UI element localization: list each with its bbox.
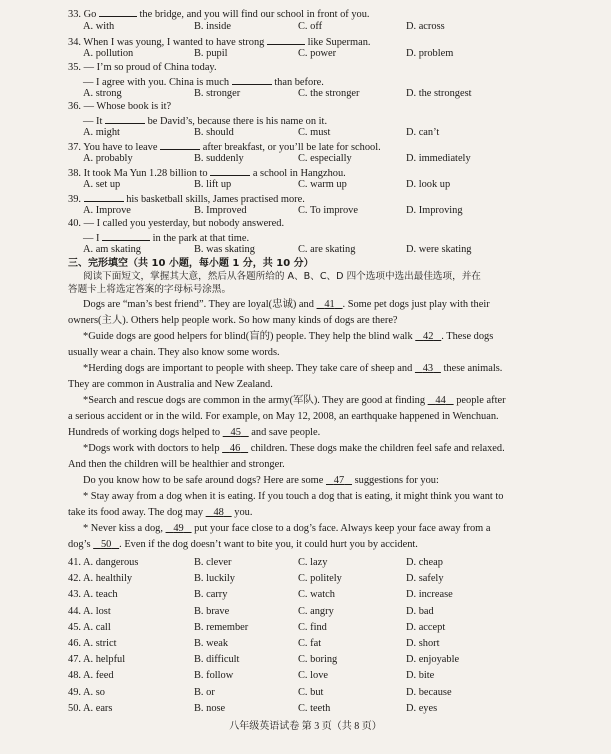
question-37: 37. You have to leave after breakfast, or you’ll be late for school.: [68, 139, 381, 154]
cloze-option-a: 50. A. ears: [68, 702, 113, 714]
option: C. the stronger: [298, 88, 360, 99]
cloze-option: C. watch: [298, 589, 335, 601]
cloze-option: D. cheap: [406, 557, 443, 568]
question-35: 35. — I’m so proud of China today.: [68, 62, 217, 73]
option: C. warm up: [298, 179, 347, 190]
passage-p8: * Never kiss a dog, 49 put your face close to a dog’s face. Always keep your face away from a: [83, 523, 491, 534]
instruction-line-2: 答题卡上将选定答案的字母标号涂黑。: [68, 284, 232, 295]
cloze-option: B. weak: [194, 638, 229, 649]
passage-p2: *Guide dogs are good helpers for blind(盲的) people. They help the blind walk 42 . These dogs: [83, 331, 494, 342]
cloze-option: C. love: [298, 670, 329, 682]
option: C. especially: [298, 153, 352, 164]
option: D. were skating: [406, 244, 472, 255]
option: A. strong: [83, 88, 122, 99]
option: C. To improve: [298, 205, 358, 216]
passage-p3: *Herding dogs are important to people with sheep. They take care of sheep and 43 these animals.: [83, 363, 503, 374]
option: A. with: [83, 21, 115, 32]
option: B. Improved: [194, 205, 247, 216]
cloze-option: C. find: [298, 621, 327, 633]
cloze-option-a: 41. A. dangerous: [68, 557, 139, 568]
question-34: 34. When I was young, I wanted to have strong like Superman.: [68, 34, 371, 49]
question-38: 38. It took Ma Yun 1.28 billion to a school in Hangzhou.: [68, 165, 346, 180]
passage-p7: * Stay away from a dog when it is eating. If you touch a dog that is eating, it might think you want to: [83, 491, 504, 502]
question-40: 40. — I called you yesterday, but nobody answered.: [68, 218, 285, 229]
option: C. must: [298, 127, 331, 138]
page-footer: 八年级英语试卷 第 3 页（共 8 页）: [229, 721, 382, 732]
cloze-option: C. lazy: [298, 557, 328, 568]
cloze-option: B. remember: [194, 621, 249, 633]
option: B. suddenly: [194, 153, 244, 164]
option: A. pollution: [83, 48, 134, 59]
cloze-option: C. fat: [298, 638, 322, 649]
cloze-option-a: 44. A. lost: [68, 605, 111, 617]
option: A. am skating: [83, 244, 142, 255]
cloze-option: C. teeth: [298, 702, 331, 714]
option: D. across: [406, 21, 445, 32]
cloze-option: B. follow: [194, 670, 234, 682]
cloze-option: D. enjoyable: [406, 654, 460, 666]
passage-p4-cont2: Hundreds of working dogs helped to 45 and save people.: [68, 427, 321, 438]
option: D. problem: [406, 48, 454, 59]
cloze-option-a: 49. A. so: [68, 686, 105, 698]
question-35-line2: — I agree with you. China is much than before.: [83, 74, 324, 89]
cloze-option: D. accept: [406, 621, 446, 633]
question-36-line2: — It be David’s, because there is his name on it.: [83, 113, 327, 128]
cloze-option: B. brave: [194, 605, 230, 617]
cloze-option: C. angry: [298, 605, 334, 617]
cloze-option: C. politely: [298, 573, 342, 585]
passage-p2-cont: usually wear a chain. They also know some words.: [68, 347, 280, 358]
option: D. can’t: [406, 127, 440, 138]
cloze-option: D. eyes: [406, 702, 438, 714]
cloze-option-a: 43. A. teach: [68, 589, 118, 601]
option: D. Improving: [406, 205, 463, 216]
option: B. lift up: [194, 179, 232, 190]
option: D. immediately: [406, 153, 471, 164]
option: D. look up: [406, 179, 451, 190]
passage-p4-cont: a serious accident or in the wild. For example, on May 12, 2008, an earthquake happened in Wenchuan.: [68, 411, 499, 422]
cloze-option: B. clever: [194, 557, 232, 568]
cloze-option: C. but: [298, 686, 324, 698]
cloze-option: D. increase: [406, 589, 453, 601]
cloze-option-a: 46. A. strict: [68, 638, 117, 649]
passage-p5: *Dogs work with doctors to help 46 children. These dogs make the children feel safe and relaxed.: [83, 443, 505, 454]
cloze-option-a: 47. A. helpful: [68, 654, 126, 666]
passage-p3-cont: They are common in Australia and New Zealand.: [68, 379, 273, 390]
option: A. probably: [83, 153, 133, 164]
section-title: 三、完形填空（共 10 小题，每小题 1 分，共 10 分）: [68, 258, 314, 269]
option: B. was skating: [194, 244, 255, 255]
question-33: 33. Go the bridge, and you will find our school in front of you.: [68, 6, 370, 21]
question-39: 39. his basketball skills, James practised more.: [68, 191, 305, 206]
option: C. are skating: [298, 244, 356, 255]
instruction-line-1: 阅读下面短文，掌握其大意，然后从各题所给的 A、B、C、D 四个选项中选出最佳选项，并在: [83, 271, 481, 282]
passage-p1-cont: owners(主人). Others help people work. So how many kinds of dogs are there?: [68, 315, 398, 326]
passage-p4: *Search and rescue dogs are common in the army(军队). They are good at finding 44 people after: [83, 395, 506, 406]
option: C. off: [298, 21, 323, 32]
cloze-option: D. bite: [406, 670, 435, 682]
cloze-option-a: 48. A. feed: [68, 670, 114, 682]
question-40-line2: — I in the park at that time.: [83, 230, 249, 245]
option: A. might: [83, 127, 120, 138]
option: B. should: [194, 127, 234, 138]
option: D. the strongest: [406, 88, 472, 99]
passage-p5-cont: And then the children will be healthier and stronger.: [68, 459, 285, 470]
passage-p1: Dogs are “man’s best friend”. They are loyal(忠诚) and 41 . Some pet dogs just play with their: [83, 299, 490, 310]
passage-p7-cont: take its food away. The dog may 48 you.: [68, 507, 253, 518]
cloze-option: B. difficult: [194, 654, 240, 666]
cloze-option: D. bad: [406, 605, 434, 617]
cloze-option: C. boring: [298, 654, 338, 666]
passage-p8-cont: dog’s 50 . Even if the dog doesn’t want to bite you, it could hurt you by accident.: [68, 539, 418, 550]
option: B. inside: [194, 21, 231, 32]
cloze-option: B. nose: [194, 702, 226, 714]
cloze-option: D. short: [406, 638, 440, 649]
cloze-option: D. because: [406, 686, 452, 698]
option: B. pupil: [194, 48, 228, 59]
cloze-option-a: 45. A. call: [68, 621, 111, 633]
question-36: 36. — Whose book is it?: [68, 101, 172, 112]
option: B. stronger: [194, 88, 241, 99]
option: A. Improve: [83, 205, 131, 216]
cloze-option: B. luckily: [194, 573, 235, 585]
cloze-option-a: 42. A. healthily: [68, 573, 133, 585]
cloze-option: B. or: [194, 686, 215, 698]
cloze-option: B. carry: [194, 589, 228, 601]
cloze-option: D. safely: [406, 573, 444, 585]
passage-p6: Do you know how to be safe around dogs? Here are some 47 suggestions for you:: [83, 475, 439, 486]
option: C. power: [298, 48, 337, 59]
option: A. set up: [83, 179, 121, 190]
